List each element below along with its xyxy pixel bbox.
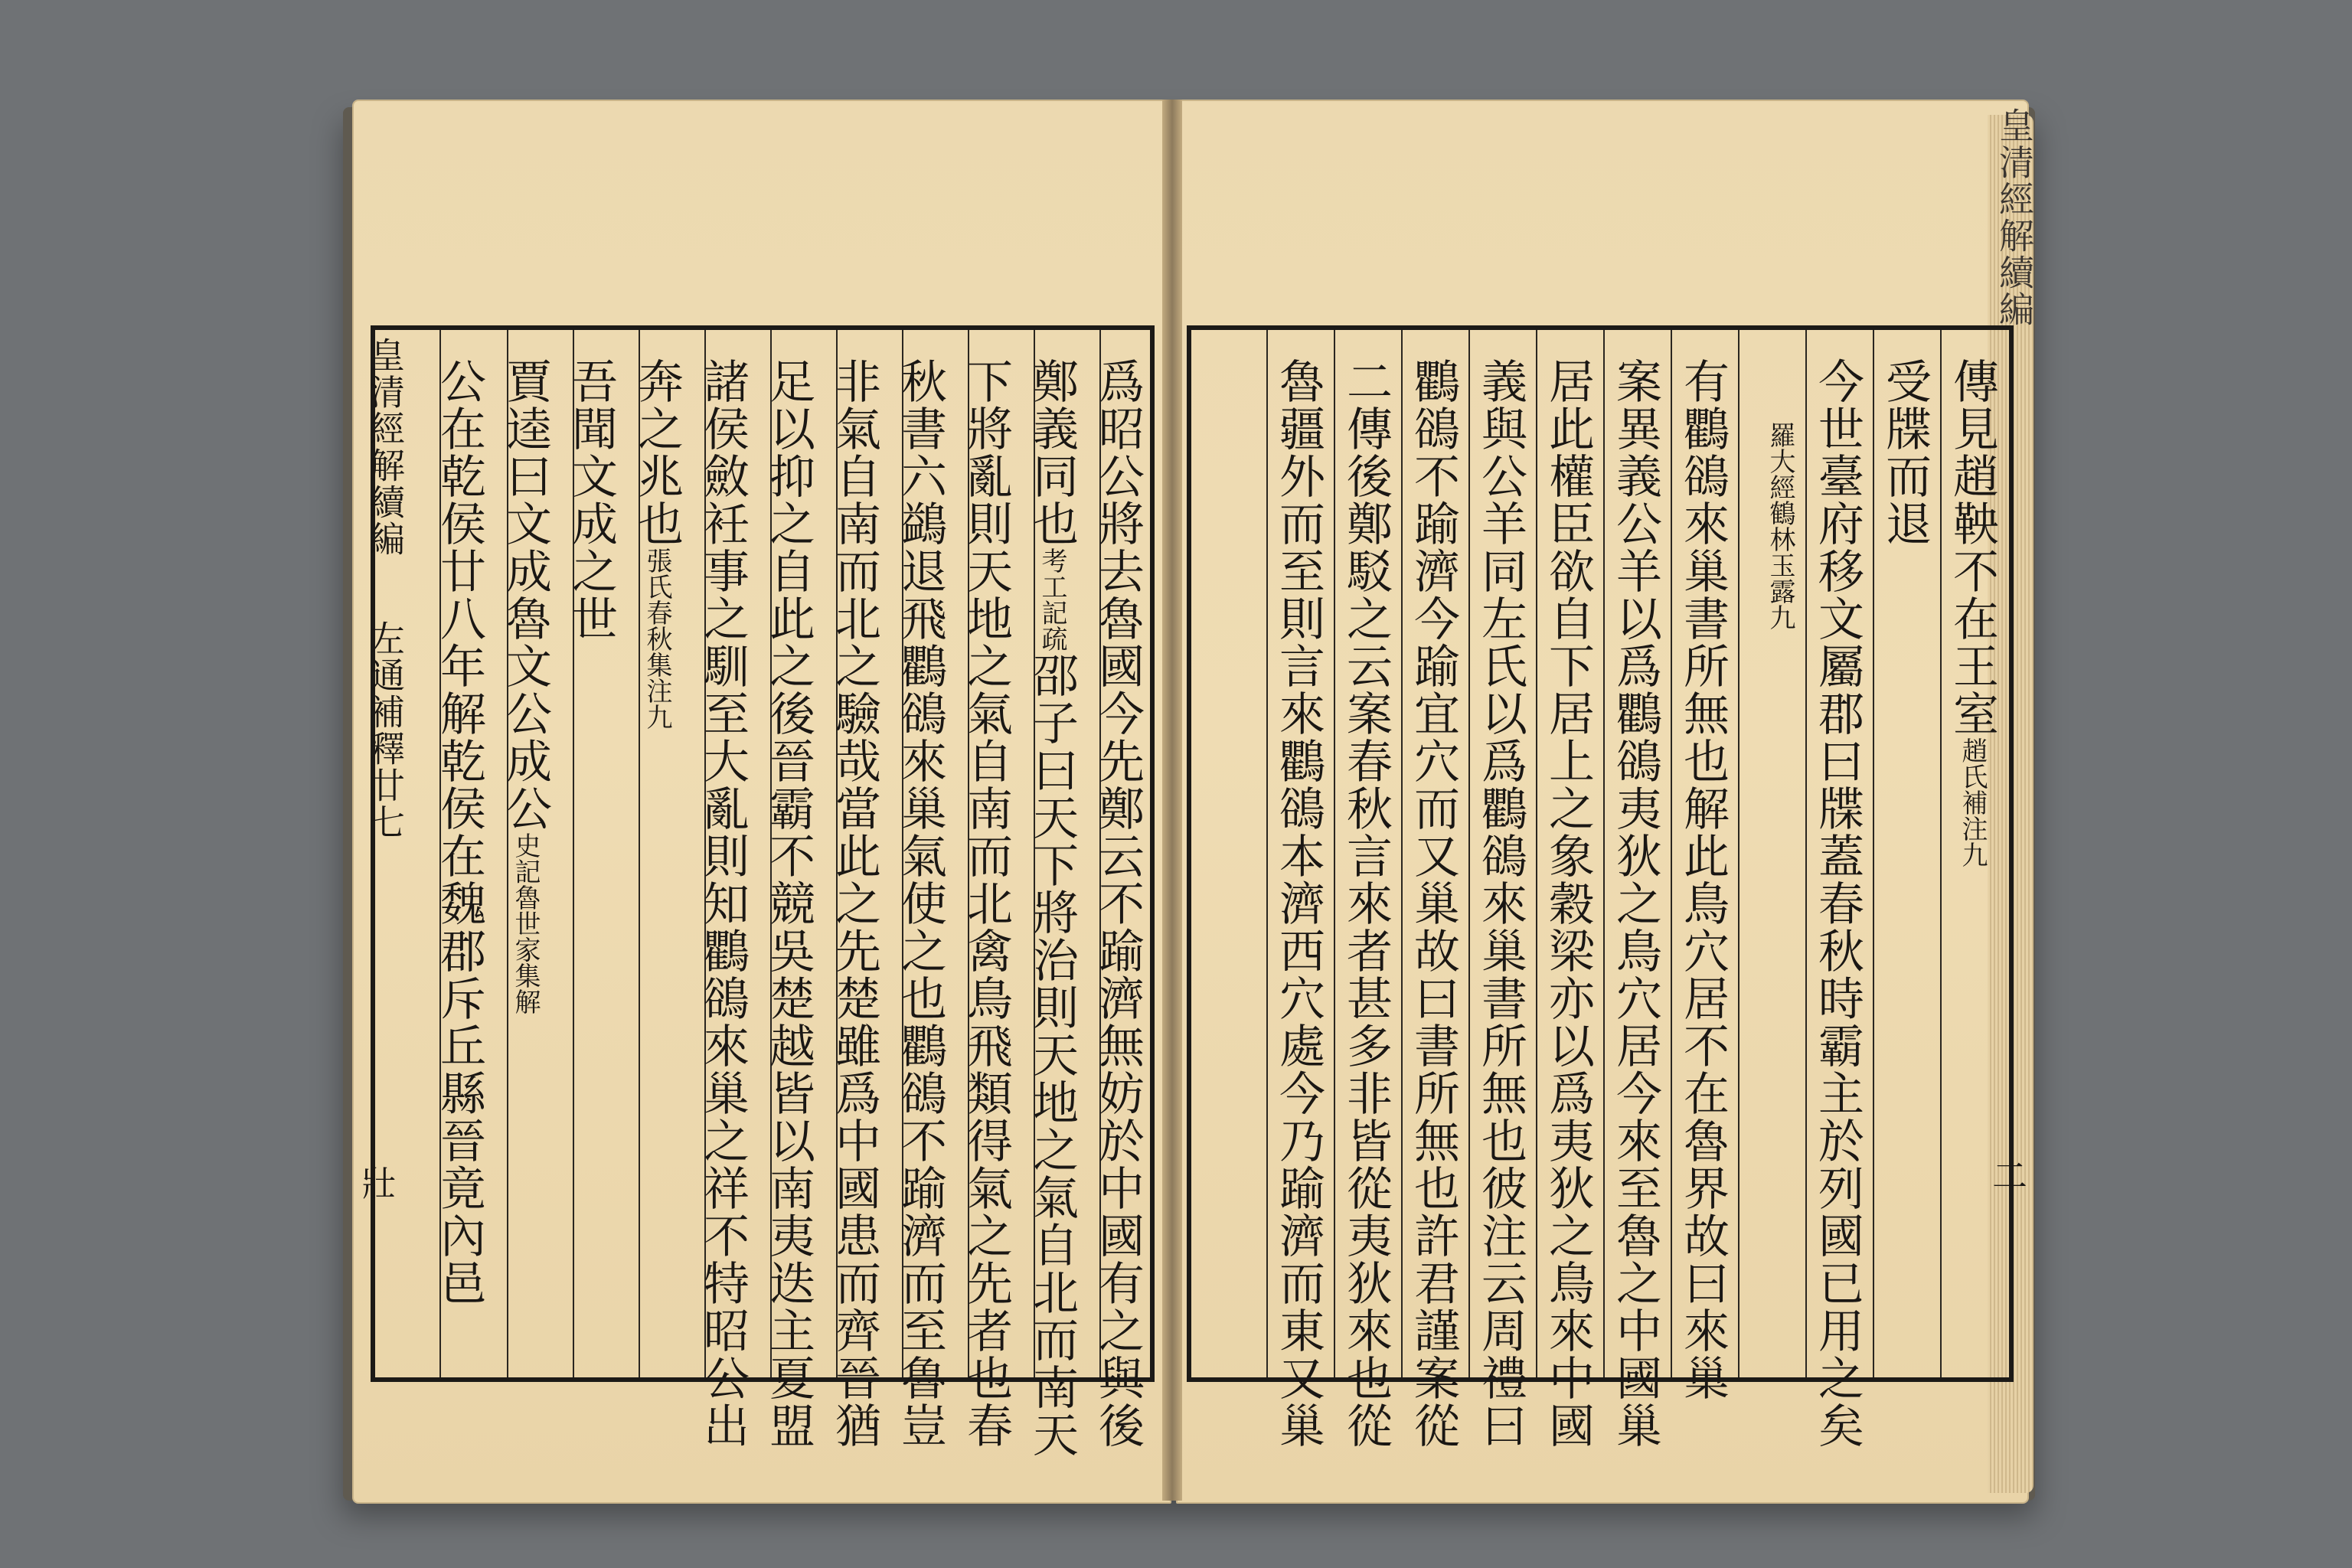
right-column-9: 鸜鵒不踰濟今踰宜穴而又巢故曰書所無也許君謹案從 xyxy=(1406,358,1460,1449)
left-column-2-main: 鄭義同也 xyxy=(1025,358,1079,547)
right-column-10: 二傳後鄭駁之云案春秋言來者甚多非皆從夷狄來也從 xyxy=(1339,358,1393,1449)
left-margin-section: 左通補釋廿七 xyxy=(364,620,406,841)
left-text-frame xyxy=(371,325,1155,1459)
right-column-2: 受牒而退 xyxy=(1878,358,1932,547)
left-page-number: 壯 xyxy=(361,1163,397,1204)
right-column-1-main: 傳見趙鞅不在王室 xyxy=(1945,358,1999,737)
left-column-8-main: 奔之兆也 xyxy=(630,358,684,547)
right-column-6: 案異義公羊以爲鸜鵒夷狄之鳥穴居今來至魯之中國巢 xyxy=(1609,358,1662,1449)
left-column-1: 爲昭公將去魯國今先鄭云不踰濟無妨於中國有之與後 xyxy=(1091,358,1145,1449)
left-column-8-note: 張氏春秋集注九 xyxy=(642,547,672,730)
left-column-2-note: 考工記疏 xyxy=(1037,547,1067,652)
left-column-8 xyxy=(630,358,684,730)
left-column-11: 公在乾侯廿八年解乾侯在魏郡斥丘縣晉竟內邑 xyxy=(433,358,486,1307)
left-column-10-note: 史記魯世家集解 xyxy=(510,832,541,1014)
right-column-4-note: 羅大經鶴林玉露九 xyxy=(1765,422,1795,630)
left-margin-title: 皇清經解續編 xyxy=(364,337,406,557)
left-column-2-main-continued: 邵子曰天下將治則天地之氣自北而南天 xyxy=(1025,652,1079,1459)
left-column-6: 足以抑之自此之後晉霸不競吳楚越皆以南夷迭主夏盟 xyxy=(762,358,815,1449)
right-column-3: 今世臺府移文屬郡曰牒蓋春秋時霸主於列國已用之矣 xyxy=(1811,358,1864,1449)
right-margin-title: 皇清經解續編 xyxy=(1994,107,2035,328)
right-column-11: 魯疆外而至則言來鸜鵒本濟西穴處今乃踰濟而東又巢 xyxy=(1272,358,1325,1449)
right-column-1-note: 趙氏補注九 xyxy=(1957,737,1988,867)
right-column-7: 居此權臣欲自下居上之象穀梁亦以爲夷狄之鳥來中國 xyxy=(1541,358,1595,1449)
left-column-7: 諸侯斂衽事之馴至大亂則知鸜鵒來巢之祥不特昭公出 xyxy=(696,358,750,1449)
left-column-3: 下將亂則天地之氣自南而北禽鳥飛類得氣之先者也春 xyxy=(959,358,1013,1449)
left-column-2 xyxy=(1025,358,1079,1459)
left-column-4: 秋書六鷁退飛鸜鵒來巢氣使之也鸜鵒不踰濟而至魯豈 xyxy=(893,358,947,1449)
left-column-10 xyxy=(498,358,552,1014)
right-page-number: 二 xyxy=(1992,1155,2027,1197)
left-column-10-main: 賈逵曰文成魯文公成公 xyxy=(498,358,552,832)
right-column-8: 義與公羊同左氏以爲鸜鵒來巢書所無也彼注云周禮曰 xyxy=(1474,358,1527,1449)
right-column-1 xyxy=(1945,358,1999,867)
left-column-9: 吾聞文成之世 xyxy=(564,358,618,642)
left-column-5: 非氣自南而北之驗哉當此之先楚雖爲中國患而齊晉猶 xyxy=(828,358,881,1449)
book-gutter xyxy=(1162,100,1182,1501)
right-text-frame xyxy=(1187,325,2014,1449)
right-column-5: 有鸜鵒來巢書所無也解此鳥穴居不在魯界故曰來巢 xyxy=(1676,358,1730,1402)
